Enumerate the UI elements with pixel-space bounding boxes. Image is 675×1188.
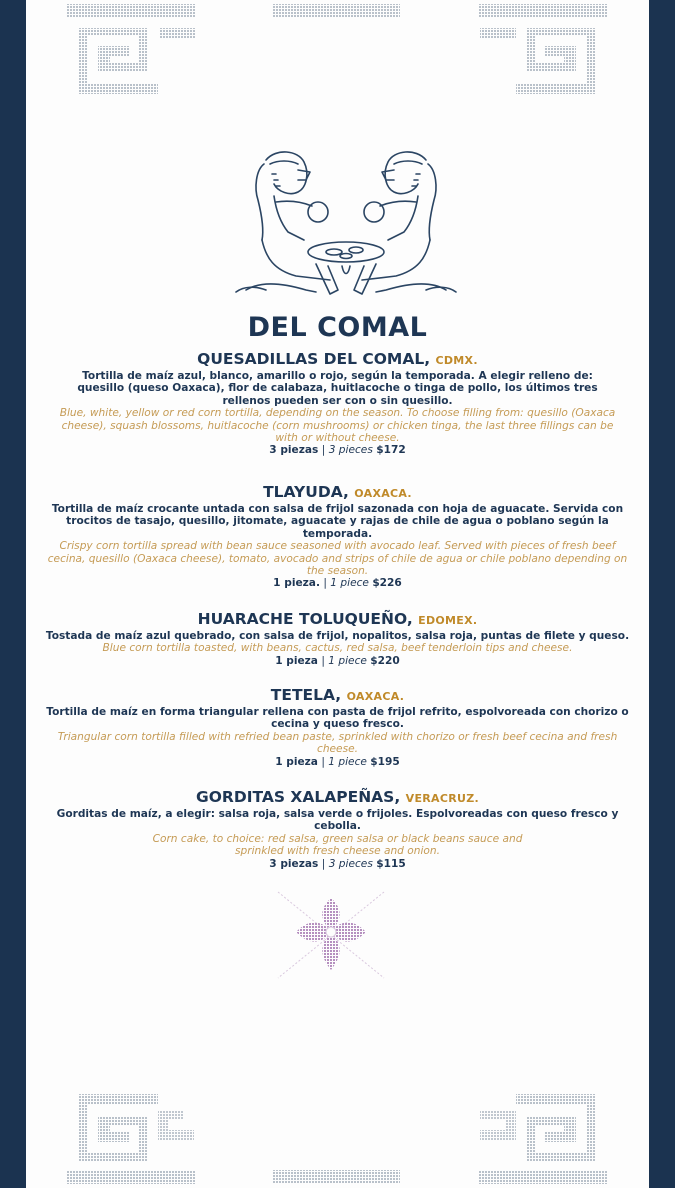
item-region: CDMX.: [435, 354, 478, 367]
comal-illustration: [206, 140, 486, 310]
item-region: OAXACA.: [354, 487, 412, 500]
top-left-fret-decoration: [64, 0, 204, 100]
item-name: GORDITAS XALAPEÑAS,: [196, 788, 401, 806]
menu-page: [26, 0, 649, 1188]
item-price: $195: [370, 755, 400, 768]
item-price-line: 3 piezas | 3 pieces $172: [269, 444, 406, 457]
item-price: $226: [372, 577, 402, 590]
item-title: [32, 610, 643, 630]
item-description-en: Blue corn tortilla toasted, with beans, cactus, red salsa, beef tenderloin tips and cheese.: [102, 642, 573, 655]
top-center-bar-decoration: [270, 0, 404, 22]
item-description-en: Blue, white, yellow or red corn tortilla, depending on the season. To choose filling from: quesillo (Oaxaca cheese), squash blossoms, huitlacoche (corn mushrooms) or chicken tinga, the last three fillings can be with or without cheese.: [59, 407, 616, 445]
item-title: [32, 350, 643, 370]
item-price: $115: [376, 857, 406, 870]
item-region: VERACRUZ.: [405, 792, 479, 805]
item-name: TLAYUDA,: [263, 483, 349, 501]
section-title: DEL COMAL: [247, 312, 428, 343]
item-price-line: 1 pieza | 1 piece $195: [275, 755, 400, 768]
item-title: [32, 788, 643, 808]
item-description-es: Tortilla de maíz crocante untada con salsa de frijol sazonada con hoja de aguacate. Servida con trocitos de tasajo, quesillo, jitomate, aguacate y rajas de chile de agua o poblano según la temporada.: [51, 503, 624, 540]
item-name: HUARACHE TOLUQUEÑO,: [197, 610, 413, 628]
item-title: [32, 483, 643, 503]
bottom-center-bar-decoration: [270, 1166, 404, 1188]
item-name: TETELA,: [270, 686, 342, 704]
item-description-en: Corn cake, to choice: red salsa, green salsa or black beans sauce and sprinkled with fresh cheese and onion.: [152, 832, 523, 858]
menu-item-huarache: [32, 610, 643, 668]
menu-item-quesadillas: [32, 350, 643, 457]
menu-item-gorditas: [32, 788, 643, 871]
item-price-line: 1 pieza | 1 piece $220: [275, 654, 400, 667]
item-description-es: Tortilla de maíz azul, blanco, amarillo o rojo, según la temporada. A elegir relleno de: quesillo (queso Oaxaca), flor de calabaza, huitlacoche o tinga de pollo, los últimos tres rellenos pueden ser con o sin quesillo.: [77, 370, 598, 407]
menu-item-tetela: [32, 686, 643, 769]
item-region: OAXACA.: [346, 690, 405, 703]
menu-item-tlayuda: [32, 483, 643, 590]
item-description-en: Crispy corn tortilla spread with bean sauce seasoned with avocado leaf. Served with pieces of fresh beef cecina, quesillo (Oaxaca cheese), tomato, avocado and strips of chile de agua or chile poblano depending on the season.: [47, 540, 628, 578]
item-description-es: Gorditas de maíz, a elegir: salsa roja, salsa verde o frijoles. Espolvoreadas con queso fresco y cebolla.: [56, 808, 619, 833]
flower-embroidery-icon: [276, 890, 386, 980]
item-description-es: Tortilla de maíz en forma triangular rellena con pasta de frijol refrito, espolvoreada con chorizo o cecina y queso fresco.: [46, 706, 629, 731]
item-region: EDOMEX.: [418, 614, 478, 627]
item-price: $172: [376, 444, 406, 457]
bottom-right-fret-decoration: [476, 1090, 626, 1188]
item-description-en: Triangular corn tortilla filled with refried bean paste, sprinkled with chorizo or fresh beef cecina and fresh cheese.: [57, 730, 618, 756]
top-right-fret-decoration: [476, 0, 616, 100]
item-name: QUESADILLAS DEL COMAL,: [197, 350, 431, 368]
item-price: $220: [370, 654, 400, 667]
item-price-line: 3 piezas | 3 pieces $115: [269, 857, 406, 870]
item-title: [32, 686, 643, 706]
item-description-es: Tostada de maíz azul quebrado, con salsa de frijol, nopalitos, salsa roja, puntas de filete y queso.: [45, 630, 630, 642]
item-price-line: 1 pieza. | 1 piece $226: [273, 577, 402, 590]
bottom-left-fret-decoration: [64, 1090, 214, 1188]
